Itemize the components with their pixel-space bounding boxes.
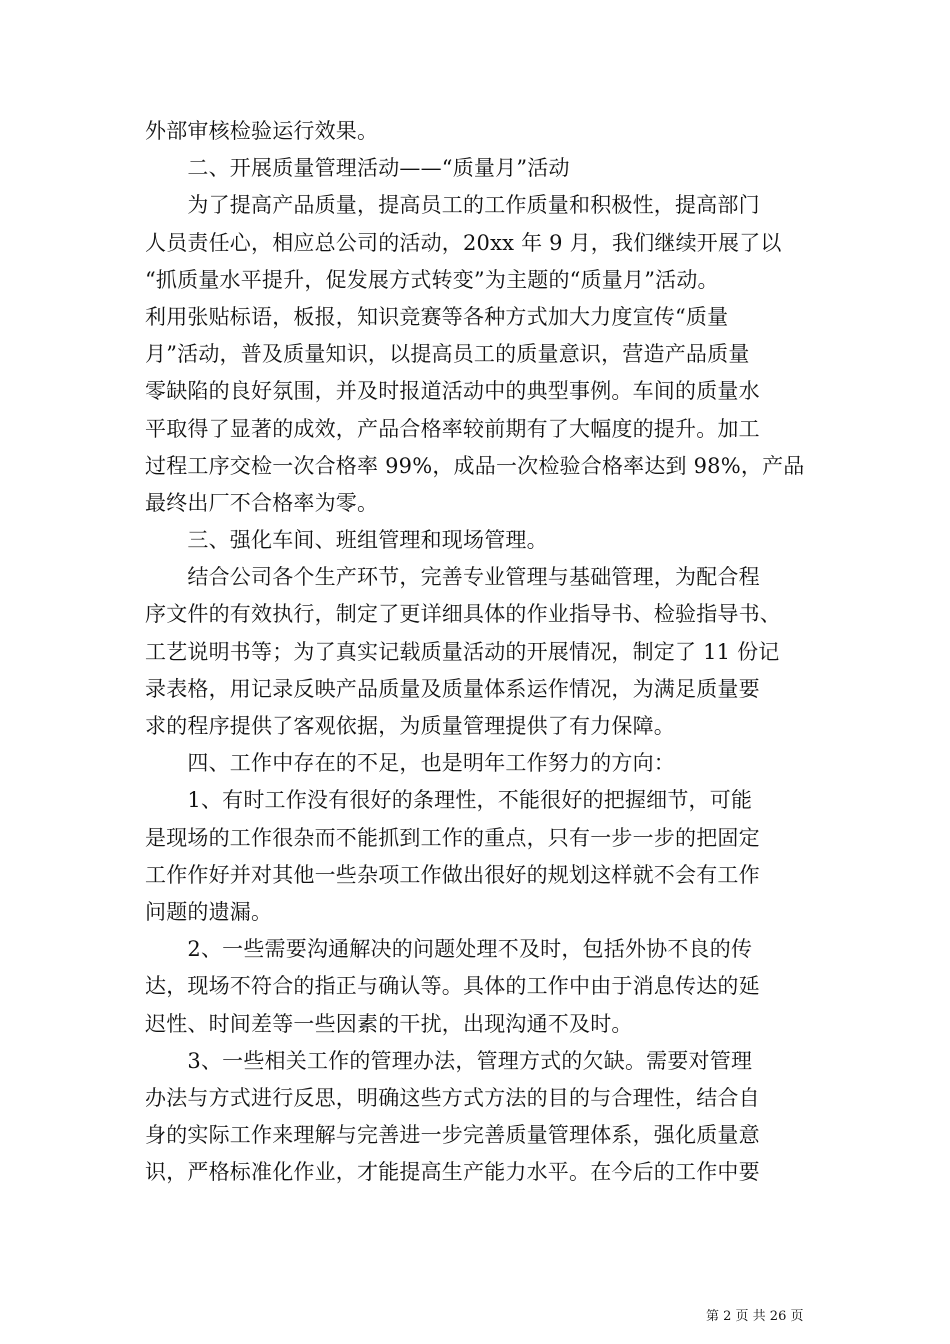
text-line: 为了提高产品质量，提高员工的工作质量和积极性，提高部门 bbox=[145, 193, 760, 218]
text-line: 录表格，用记录反映产品质量及质量体系运作情况，为满足质量要 bbox=[145, 676, 760, 701]
text-line: 序文件的有效执行，制定了更详细具体的作业指导书、检验指导书、 bbox=[145, 602, 781, 627]
text-line: 问题的遗漏。 bbox=[145, 899, 273, 924]
text-line: 迟性、时间差等一些因素的干扰，出现沟通不及时。 bbox=[145, 1011, 633, 1036]
page-number-footer: 第 2 页 共 26 页 bbox=[706, 1309, 804, 1324]
text-line: 零缺陷的良好氛围，并及时报道活动中的典型事例。车间的质量水 bbox=[145, 379, 760, 404]
text-line: 平取得了显著的成效，产品合格率较前期有了大幅度的提升。加工 bbox=[145, 416, 760, 441]
text-line: 工艺说明书等；为了真实记载质量活动的开展情况，制定了 11 份记 bbox=[145, 639, 780, 664]
text-line: 是现场的工作很杂而不能抓到工作的重点，只有一步一步的把固定 bbox=[145, 825, 760, 850]
text-line: 求的程序提供了客观依据，为质量管理提供了有力保障。 bbox=[145, 714, 675, 738]
text-line: 办法与方式进行反思，明确这些方式方法的目的与合理性，结合自 bbox=[145, 1085, 760, 1110]
text-line: 结合公司各个生产环节，完善专业管理与基础管理，为配合程 bbox=[145, 565, 760, 590]
text-line: 最终出厂不合格率为零。 bbox=[145, 490, 379, 515]
text-line: 利用张贴标语，板报，知识竞赛等各种方式加大力度宣传“质量 bbox=[145, 304, 729, 329]
text-line: “抓质量水平提升，促发展方式转变”为主题的“质量月”活动。 bbox=[145, 267, 719, 292]
text-line: 达，现场不符合的指正与确认等。具体的工作中由于消息传达的延 bbox=[145, 974, 760, 999]
text-line: 2、一些需要沟通解决的问题处理不及时，包括外协不良的传 bbox=[145, 937, 753, 962]
text-line: 工作作好并对其他一些杂项工作做出很好的规划这样就不会有工作 bbox=[145, 862, 760, 887]
text-line: 1、有时工作没有很好的条理性，不能很好的把握细节，可能 bbox=[145, 788, 753, 813]
text-line: 识，严格标准化作业，才能提高生产能力水平。在今后的工作中要 bbox=[145, 1160, 760, 1185]
text-line: 外部审核检验运行效果。 bbox=[145, 119, 379, 143]
text-line: 人员责任心，相应总公司的活动，20xx 年 9 月，我们继续开展了以 bbox=[145, 230, 782, 255]
text-line: 月”活动，普及质量知识，以提高员工的质量意识，营造产品质量 bbox=[145, 342, 750, 367]
text-line: 过程工序交检一次合格率 99%，成品一次检验合格率达到 98%，产品 bbox=[145, 453, 805, 478]
section-heading: 四、工作中存在的不足，也是明年工作努力的方向： bbox=[145, 751, 675, 776]
text-line: 3、一些相关工作的管理办法，管理方式的欠缺。需要对管理 bbox=[145, 1048, 753, 1073]
section-heading: 三、强化车间、班组管理和现场管理。 bbox=[145, 528, 548, 553]
text-line: 身的实际工作来理解与完善进一步完善质量管理体系，强化质量意 bbox=[145, 1123, 760, 1148]
section-heading: 二、开展质量管理活动——“质量月”活动 bbox=[145, 156, 570, 181]
body-text bbox=[145, 113, 825, 1191]
